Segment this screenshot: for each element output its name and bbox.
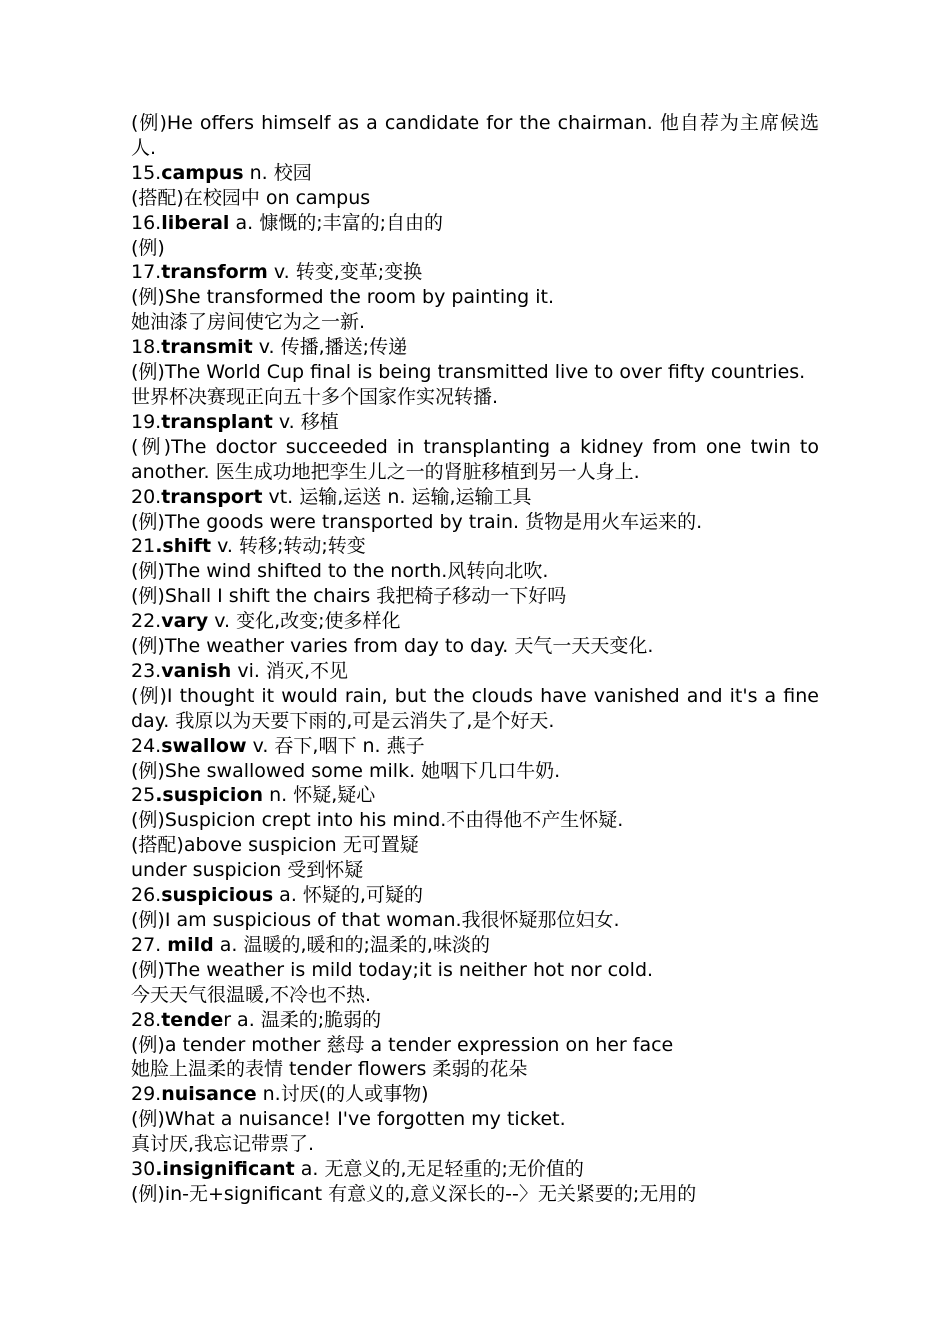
- vocab-headword: vary: [161, 610, 209, 633]
- line-text: 28.: [131, 1008, 162, 1031]
- document-line: [131, 211, 819, 236]
- line-text: v. 变化,改变;使多样化: [208, 610, 401, 633]
- line-text: under suspicion 受到怀疑: [131, 859, 364, 882]
- line-text: v. 移植: [272, 410, 339, 433]
- line-text: a. 慷慨的;丰富的;自由的: [229, 211, 444, 234]
- document-line: [131, 410, 819, 435]
- document-line: [131, 1057, 819, 1082]
- document-line: [131, 958, 819, 983]
- vocab-headword: vanish: [161, 659, 232, 682]
- line-text: (例)He offers himself as a candidate for the chairman. 他自荐为主席候选人.: [131, 112, 819, 159]
- line-text: (例)What a nuisance! I've forgotten my ticket.: [131, 1108, 566, 1131]
- line-text: 她脸上温柔的表情 tender flowers 柔弱的花朵: [131, 1058, 528, 1081]
- line-text: (例)She swallowed some milk. 她咽下几口牛奶.: [131, 759, 561, 782]
- line-text: vt. 运输,运送 n. 运输,运输工具: [262, 485, 532, 508]
- line-text: 17.: [131, 261, 162, 284]
- line-text: 26.: [131, 884, 162, 907]
- document-line: [131, 858, 819, 883]
- line-text: n. 校园: [243, 161, 312, 184]
- document-line: [131, 1182, 819, 1207]
- line-text: (例)The weather is mild today;it is neither hot nor cold.: [131, 958, 654, 981]
- document-line: [131, 161, 819, 186]
- document-line: [131, 510, 819, 535]
- vocab-headword: mild: [167, 933, 214, 956]
- vocab-headword: liberal: [161, 211, 230, 234]
- line-text: a. 无意义的,无足轻重的;无价值的: [294, 1158, 584, 1181]
- line-text: 24.: [131, 734, 162, 757]
- document-line: [131, 385, 819, 410]
- line-text: 25: [131, 784, 156, 807]
- document-line: [131, 983, 819, 1008]
- document-line: [131, 485, 819, 510]
- line-text: (例)Shall I shift the chairs 我把椅子移动一下好吗: [131, 585, 567, 608]
- line-text: 世界杯决赛现正向五十多个国家作实况转播.: [131, 385, 499, 408]
- document-line: [131, 933, 819, 958]
- document-line: [131, 236, 819, 261]
- line-text: v. 吞下,咽下 n. 燕子: [246, 734, 425, 757]
- document-line: [131, 335, 819, 360]
- document-line: [131, 534, 819, 559]
- document-line: [131, 883, 819, 908]
- vocab-headword: transform: [161, 261, 268, 284]
- line-text: 15.: [131, 161, 162, 184]
- line-text: v. 传播,播送;传递: [252, 336, 408, 359]
- vocab-headword: .shift: [155, 535, 212, 558]
- line-text: a. 怀疑的,可疑的: [273, 884, 423, 907]
- line-text: 22.: [131, 610, 162, 633]
- document-line: [131, 634, 819, 659]
- line-text: (例)I thought it would rain, but the clouds have vanished and it's a fine day. 我原以为天要下雨的,可是云消失了,是个好天.: [131, 684, 819, 732]
- line-text: n.讨厌(的人或事物): [256, 1083, 429, 1106]
- document-line: [131, 285, 819, 310]
- document-line: [131, 759, 819, 784]
- line-text: (搭配)在校园中 on campus: [131, 186, 371, 209]
- line-text: 30: [131, 1158, 156, 1181]
- line-text: (搭配)above suspicion 无可置疑: [131, 834, 419, 857]
- vocab-headword: .suspicion: [155, 784, 264, 807]
- document-line: [131, 808, 819, 833]
- line-text: vi. 消灭,不见: [231, 659, 348, 682]
- document-line: [131, 783, 819, 808]
- vocab-headword: transmit: [161, 336, 253, 359]
- document-line: [131, 111, 819, 161]
- document-line: [131, 310, 819, 335]
- line-text: 19.: [131, 410, 162, 433]
- line-text: 她油漆了房间使它为之一新.: [131, 311, 366, 334]
- vocab-headword: suspicious: [161, 884, 274, 907]
- line-text: 18.: [131, 336, 162, 359]
- line-text: (例)Suspicion crept into his mind.不由得他不产生怀疑.: [131, 809, 624, 832]
- document-line: [131, 684, 819, 734]
- document-line: [131, 833, 819, 858]
- line-text: (例)The World Cup final is being transmitted live to over fifty countries.: [131, 361, 806, 384]
- line-text: (例)The weather varies from day to day. 天气一天天变化.: [131, 635, 654, 658]
- line-text: 27.: [131, 933, 168, 956]
- line-text: (例)The doctor succeeded in transplanting a kidney from one twin to another. 医生成功地把孪生儿之一的肾脏移植到另一人身上.: [131, 435, 819, 483]
- vocab-headword: .insignificant: [155, 1158, 295, 1181]
- document-line: [131, 734, 819, 759]
- line-text: r a. 温柔的;脆弱的: [223, 1008, 382, 1031]
- line-text: (例)The goods were transported by train. 货物是用火车运来的.: [131, 510, 703, 533]
- line-text: 21: [131, 535, 156, 558]
- line-text: (例)The wind shifted to the north.风转向北吹.: [131, 560, 549, 583]
- vocab-headword: campus: [161, 161, 244, 184]
- document-line: [131, 1033, 819, 1058]
- line-text: n. 怀疑,疑心: [263, 784, 376, 807]
- line-text: 23.: [131, 659, 162, 682]
- line-text: (例): [131, 236, 165, 259]
- document-page: [131, 111, 819, 1207]
- line-text: (例)in-无+significant 有意义的,意义深长的--〉无关紧要的;无用的: [131, 1182, 697, 1205]
- vocab-headword: tende: [161, 1008, 224, 1031]
- document-line: [131, 1107, 819, 1132]
- line-text: a. 温暖的,暖和的;温柔的,味淡的: [213, 933, 490, 956]
- document-line: [131, 659, 819, 684]
- line-text: v. 转移;转动;转变: [211, 535, 366, 558]
- line-text: 20.: [131, 485, 162, 508]
- document-line: [131, 609, 819, 634]
- vocab-headword: transplant: [161, 410, 273, 433]
- vocab-headword: transport: [161, 485, 263, 508]
- document-line: [131, 559, 819, 584]
- document-line: [131, 1082, 819, 1107]
- line-text: (例)a tender mother 慈母 a tender expression on her face: [131, 1033, 674, 1056]
- vocab-headword: swallow: [161, 734, 247, 757]
- document-line: [131, 1157, 819, 1182]
- document-line: [131, 1008, 819, 1033]
- line-text: 29.: [131, 1083, 162, 1106]
- document-line: [131, 1132, 819, 1157]
- line-text: (例)I am suspicious of that woman.我很怀疑那位妇女.: [131, 909, 620, 931]
- document-line: [131, 435, 819, 485]
- document-line: [131, 260, 819, 285]
- vocab-headword: nuisance: [161, 1083, 257, 1106]
- document-line: [131, 584, 819, 609]
- line-text: (例)She transformed the room by painting it.: [131, 286, 555, 309]
- line-text: v. 转变,变革;变换: [267, 261, 423, 284]
- document-line: [131, 186, 819, 211]
- line-text: 16.: [131, 211, 162, 234]
- document-line: [131, 908, 819, 933]
- line-text: 今天天气很温暖,不冷也不热.: [131, 983, 372, 1006]
- document-line: [131, 360, 819, 385]
- line-text: 真讨厌,我忘记带票了.: [131, 1133, 315, 1156]
